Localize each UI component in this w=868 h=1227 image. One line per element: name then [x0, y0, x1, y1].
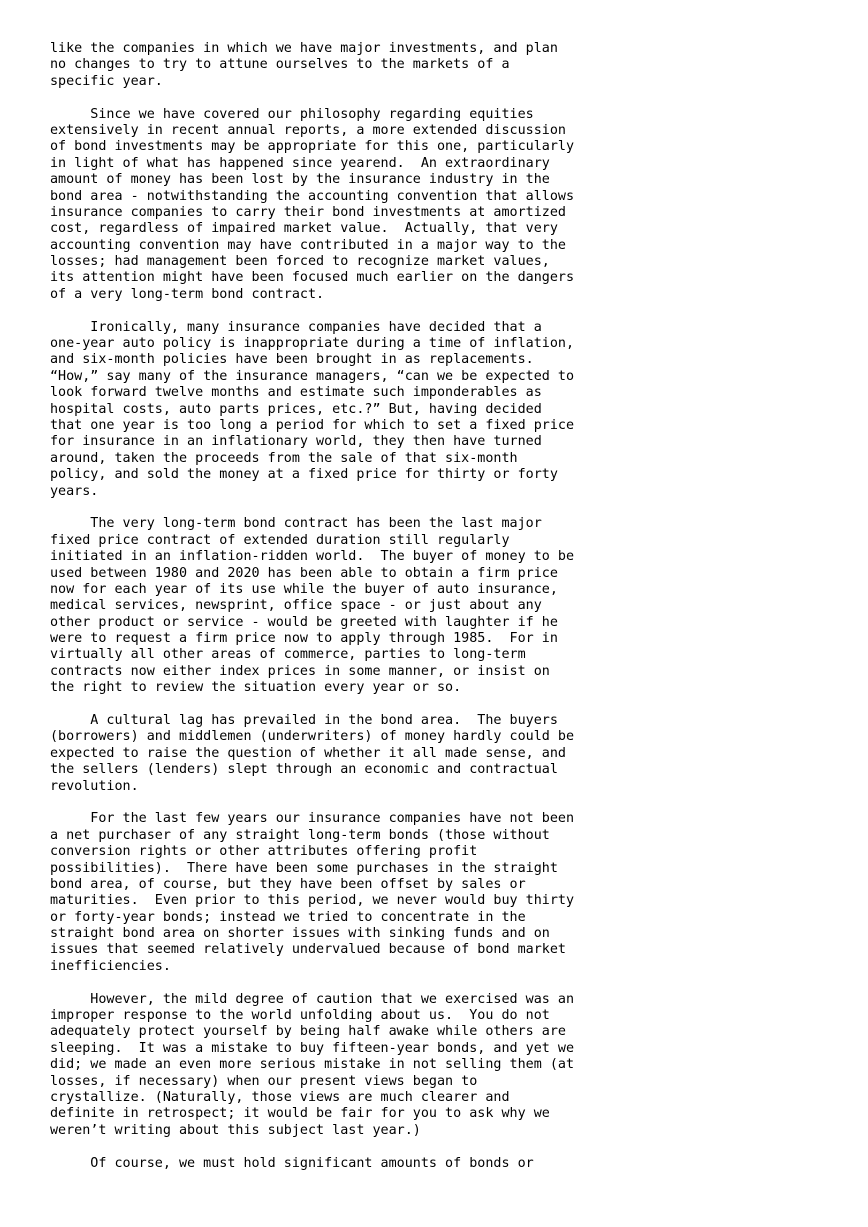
text-line: Of course, we must hold significant amounts of bonds or [50, 1155, 534, 1171]
text-line: adequately protect yourself by being half awake while others are [50, 1024, 566, 1040]
text-line: around, taken the proceeds from the sale of that six-month [50, 450, 518, 466]
text-line: medical services, newsprint, office space - or just about any [50, 598, 542, 614]
paragraph [50, 41, 850, 90]
text-line: insurance companies to carry their bond investments at amortized [50, 204, 566, 220]
paragraph-gap [50, 795, 850, 811]
text-line: other product or service - would be greeted with laughter if he [50, 614, 558, 630]
text-line: A cultural lag has prevailed in the bond area. The buyers [50, 713, 558, 729]
text-line: no changes to try to attune ourselves to the markets of a [50, 57, 510, 73]
text-line: weren’t writing about this subject last year.) [50, 1122, 421, 1138]
text-line: revolution. [50, 778, 139, 794]
paragraph [50, 1156, 850, 1172]
text-line: losses; had management been forced to recognize market values, [50, 254, 550, 270]
paragraph [50, 516, 850, 696]
text-line: “How,” say many of the insurance managers, “can we be expected to [50, 368, 575, 384]
text-line: bond area - notwithstanding the accounting convention that allows [50, 188, 575, 204]
text-line: Ironically, many insurance companies have decided that a [50, 319, 542, 335]
text-line: definite in retrospect; it would be fair for you to ask why we [50, 1106, 550, 1122]
paragraph-gap [50, 1139, 850, 1155]
text-line: extensively in recent annual reports, a more extended discussion [50, 122, 566, 138]
text-line: possibilities). There have been some purchases in the straight [50, 860, 558, 876]
text-line: fixed price contract of extended duration still regularly [50, 532, 510, 548]
paragraph-gap [50, 975, 850, 991]
text-line: the sellers (lenders) slept through an economic and contractual [50, 762, 558, 778]
paragraph-gap [50, 500, 850, 516]
text-line: cost, regardless of impaired market value. Actually, that very [50, 221, 558, 237]
text-line: that one year is too long a period for which to set a fixed price [50, 417, 575, 433]
text-line: policy, and sold the money at a fixed price for thirty or forty [50, 467, 558, 483]
text-line: conversion rights or other attributes offering profit [50, 844, 478, 860]
text-line: of a very long-term bond contract. [50, 286, 325, 302]
text-line: the right to review the situation every year or so. [50, 680, 462, 696]
text-line: for insurance in an inflationary world, they then have turned [50, 434, 542, 450]
text-line: were to request a firm price now to apply through 1985. For in [50, 631, 558, 647]
text-line: in light of what has happened since yearend. An extraordinary [50, 155, 550, 171]
text-line: issues that seemed relatively undervalued because of bond market [50, 942, 566, 958]
paragraph [50, 992, 850, 1140]
paragraph [50, 320, 850, 500]
paragraph [50, 713, 850, 795]
text-line: crystallize. (Naturally, those views are much clearer and [50, 1090, 510, 1105]
text-line: improper response to the world unfolding about us. You do not [50, 1008, 550, 1024]
text-line: However, the mild degree of caution that we exercised was an [50, 991, 575, 1007]
text-line: years. [50, 483, 99, 499]
text-line: The very long-term bond contract has been the last major [50, 516, 542, 532]
paragraph-gap [50, 90, 850, 106]
text-line: used between 1980 and 2020 has been able to obtain a firm price [50, 565, 558, 581]
paragraph [50, 811, 850, 975]
paragraph-gap [50, 303, 850, 319]
text-line: now for each year of its use while the buyer of auto insurance, [50, 581, 558, 597]
text-line: or forty-year bonds; instead we tried to concentrate in the [50, 909, 526, 925]
text-line: a net purchaser of any straight long-term bonds (those without [50, 827, 550, 843]
text-line: contracts now either index prices in some manner, or insist on [50, 663, 550, 679]
text-line: losses, if necessary) when our present views began to [50, 1073, 478, 1089]
text-line: specific year. [50, 73, 163, 89]
text-line: and six-month policies have been brought in as replacements. [50, 352, 534, 368]
document-page [50, 41, 850, 1172]
text-line: For the last few years our insurance companies have not been [50, 811, 575, 827]
text-line: look forward twelve months and estimate such imponderables as [50, 385, 542, 401]
text-line: hospital costs, auto parts prices, etc.?” But, having decided [50, 401, 542, 417]
text-line: did; we made an even more serious mistake in not selling them (at [50, 1057, 575, 1073]
text-line: virtually all other areas of commerce, parties to long-term [50, 647, 526, 663]
text-line: bond area, of course, but they have been offset by sales or [50, 876, 526, 892]
text-line: initiated in an inflation-ridden world. The buyer of money to be [50, 549, 575, 565]
text-line: one-year auto policy is inappropriate during a time of inflation, [50, 336, 575, 352]
text-line: inefficiencies. [50, 958, 171, 974]
text-line: of bond investments may be appropriate for this one, particularly [50, 139, 575, 155]
text-line: (borrowers) and middlemen (underwriters) of money hardly could be [50, 729, 575, 745]
paragraph [50, 107, 850, 304]
text-line: Since we have covered our philosophy regarding equities [50, 106, 534, 122]
paragraph-gap [50, 697, 850, 713]
text-line: its attention might have been focused much earlier on the dangers [50, 270, 575, 286]
text-line: straight bond area on shorter issues with sinking funds and on [50, 926, 550, 942]
text-line: amount of money has been lost by the insurance industry in the [50, 172, 550, 188]
text-line: sleeping. It was a mistake to buy fifteen-year bonds, and yet we [50, 1040, 575, 1056]
text-line: accounting convention may have contributed in a major way to the [50, 237, 566, 253]
text-line: like the companies in which we have major investments, and plan [50, 41, 558, 56]
text-line: maturities. Even prior to this period, we never would buy thirty [50, 893, 575, 909]
text-line: expected to raise the question of whether it all made sense, and [50, 745, 566, 761]
